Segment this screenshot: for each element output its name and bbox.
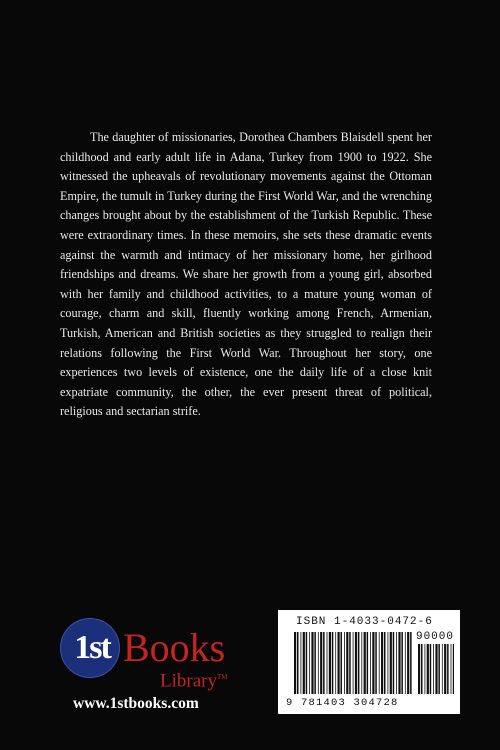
barcode-bar [370,632,371,694]
barcode-bar [332,632,334,694]
logo-trademark: TM [216,673,228,681]
barcode-bar [367,632,369,694]
barcode-bar [329,632,331,694]
barcode-bar [349,632,351,694]
barcode-bar [393,632,395,694]
barcode-bar [451,644,452,694]
barcode-bar [396,632,397,694]
barcode-bar [447,644,449,694]
barcode-bar [364,632,366,694]
addon-barcode-bars [418,644,454,694]
barcode-bar [375,632,377,694]
barcode-bar [438,644,440,694]
barcode-bar [318,632,319,694]
publisher-logo [60,618,260,693]
barcode-bar [358,632,360,694]
barcode-bar [381,632,383,694]
barcode-bar [294,632,296,694]
barcode-bar [335,632,336,694]
barcode-bar [341,632,343,694]
barcode-bar [425,644,426,694]
barcode-bar [405,632,406,694]
barcode-bar [407,632,409,694]
barcode-bar [338,632,340,694]
barcode-bar [303,632,305,694]
barcode-bar [301,632,302,694]
barcode-bar [427,644,429,694]
isbn-barcode [278,610,460,714]
barcode-bar [344,632,345,694]
barcode-bar [309,632,310,694]
barcode-bar [361,632,362,694]
barcode-bar [435,644,437,694]
isbn-text: ISBN 1-4033-0472-6 [296,616,433,628]
barcode-bar [372,632,374,694]
barcode-bar [418,644,420,694]
barcode-bar [410,632,412,694]
blurb-text: The daughter of missionaries, Dorothea Chambers Blaisdell spent her childhood and early adult life in Adana, Turkey from 1900 to 1922. She witnessed the upheavals of revolutionary movements against the Ottoman Empire, the tumult in Turkey during the First World War, and the wrenching changes brought about by the establishment of the Turkish Republic. These were extraordinary times. In these memoirs, she sets these dramatic events against the warmth and intimacy of her missionary home, her girlhood friendships and dreams. We share her growth from a young girl, absorbed with her family and childhood activities, to a mature young woman of courage, charm and skill, fluently working among French, Armenian, Turkish, American and British societies as they struggled to realign their relations following the First World War. Throughout her story, one experiences two levels of existence, one the daily life of a close knit expatriate community, the other, the ever present threat of political, religious and sectarian strife. [60,130,432,419]
barcode-bar [384,632,386,694]
back-cover-blurb [60,128,432,422]
barcode-bar [323,632,325,694]
barcode-bar [379,632,380,694]
barcode-bar [442,644,443,694]
barcode-bar [306,632,308,694]
logo-library-word: Library [160,670,217,692]
barcode-bar [346,632,348,694]
barcode-digits: 9 781403 304728 [286,697,399,709]
price-addon-code: 90000 [415,631,454,643]
publisher-website: www.1stbooks.com [73,695,199,712]
logo-1st-text: 1st [74,629,110,666]
barcode-bar [320,632,322,694]
barcode-bar [433,644,434,694]
logo-books-text: Books [123,625,226,670]
barcode-bar [388,632,389,694]
ean-barcode-bars [294,632,414,694]
barcode-bar [311,632,313,694]
barcode-bar [390,632,392,694]
barcode-bar [444,644,446,694]
barcode-bar [401,632,403,694]
barcode-bar [327,632,328,694]
barcode-bar [398,632,400,694]
logo-library-text [160,666,227,692]
barcode-bar [430,644,432,694]
barcode-bar [353,632,354,694]
barcode-bar [355,632,357,694]
barcode-bar [453,644,454,694]
barcode-bar [421,644,423,694]
barcode-bar [314,632,316,694]
barcode-bar [297,632,299,694]
